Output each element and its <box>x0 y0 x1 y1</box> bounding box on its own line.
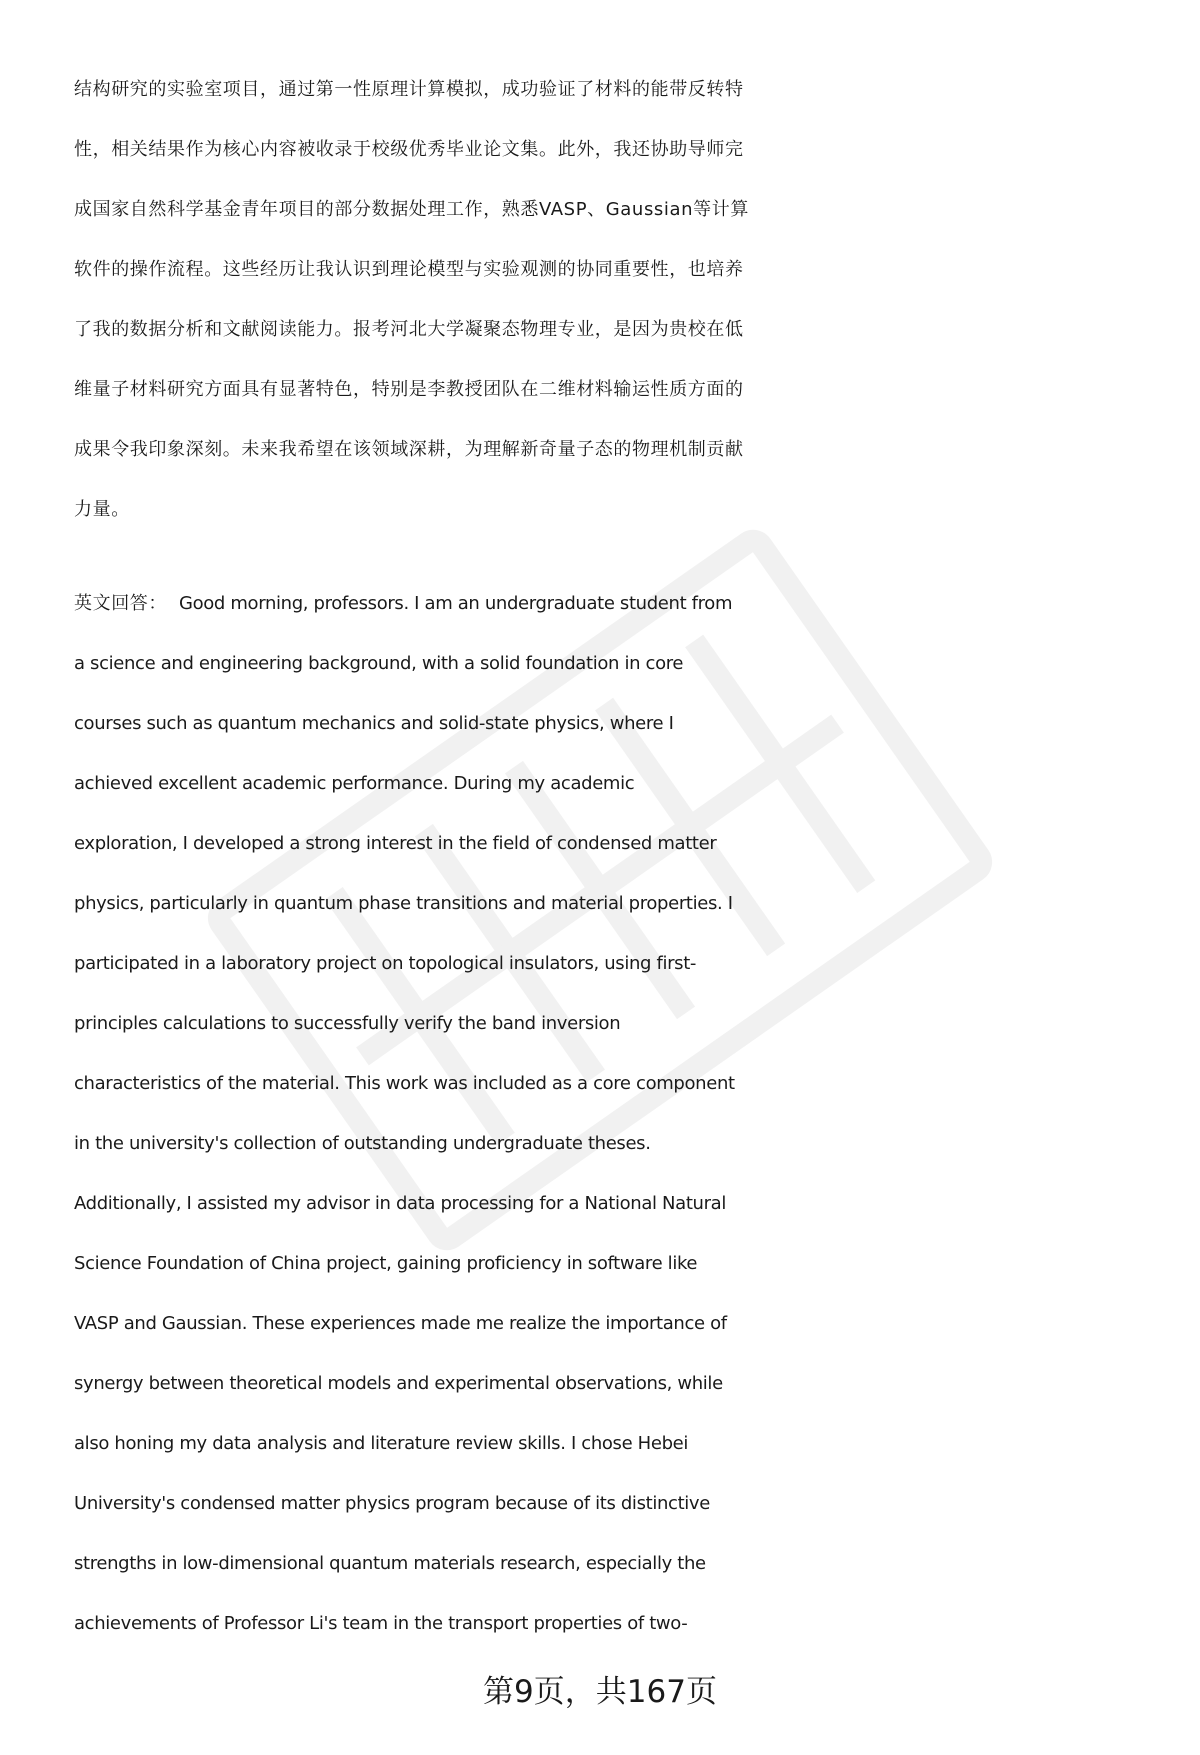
text-line: characteristics of the material. This work was included as a core component <box>74 1073 735 1094</box>
text-line: 了我的数据分析和文献阅读能力。报考河北大学凝聚态物理专业，是因为贵校在低 <box>74 319 744 340</box>
text-line: a science and engineering background, with a solid foundation in core <box>74 653 684 674</box>
english-answer-label: 英文回答： <box>74 593 167 614</box>
paragraph-gap <box>74 540 1154 574</box>
text-line: 软件的操作流程。这些经历让我认识到理论模型与实验观测的协同重要性，也培养 <box>74 259 744 280</box>
text-line: 力量。 <box>74 499 130 520</box>
text-line: principles calculations to successfully verify the band inversion <box>74 1013 621 1034</box>
text-line: Science Foundation of China project, gaining proficiency in software like <box>74 1253 698 1274</box>
text-line: 维量子材料研究方面具有显著特色，特别是李教授团队在二维材料输运性质方面的 <box>74 379 744 400</box>
text-line: courses such as quantum mechanics and solid-state physics, where I <box>74 713 674 734</box>
text-line: in the university's collection of outstanding undergraduate theses. <box>74 1133 651 1154</box>
text-line: 结构研究的实验室项目，通过第一性原理计算模拟，成功验证了材料的能带反转特 <box>74 79 744 100</box>
text-line: synergy between theoretical models and experimental observations, while <box>74 1373 723 1394</box>
text-line: physics, particularly in quantum phase transitions and material properties. I <box>74 893 733 914</box>
text-line: 成果令我印象深刻。未来我希望在该领域深耕，为理解新奇量子态的物理机制贡献 <box>74 439 744 460</box>
text-line: 性，相关结果作为核心内容被收录于校级优秀毕业论文集。此外，我还协助导师完 <box>74 139 744 160</box>
text-line: University's condensed matter physics program because of its distinctive <box>74 1493 710 1514</box>
text-line: also honing my data analysis and literature review skills. I chose Hebei <box>74 1433 689 1454</box>
text-line: achieved excellent academic performance. During my academic <box>74 773 635 794</box>
text-line: strengths in low-dimensional quantum materials research, especially the <box>74 1553 706 1574</box>
text-line-first <box>74 574 1154 634</box>
main-content <box>74 60 1154 1654</box>
text-line: Additionally, I assisted my advisor in data processing for a National Natural <box>74 1193 726 1214</box>
text-line: achievements of Professor Li's team in the transport properties of two- <box>74 1613 688 1634</box>
paragraph-english <box>74 574 1154 1654</box>
paragraph-chinese <box>74 60 1154 540</box>
text-line: participated in a laboratory project on topological insulators, using first- <box>74 953 697 974</box>
text-line: VASP and Gaussian. These experiences made me realize the importance of <box>74 1313 727 1334</box>
text-line: exploration, I developed a strong interest in the field of condensed matter <box>74 833 717 854</box>
text-line-content: Good morning, professors. I am an undergraduate student from <box>179 593 733 614</box>
page-footer: 第9页，共167页 <box>483 1674 717 1710</box>
text-line: 成国家自然科学基金青年项目的部分数据处理工作，熟悉VASP、Gaussian等计算 <box>74 199 749 220</box>
